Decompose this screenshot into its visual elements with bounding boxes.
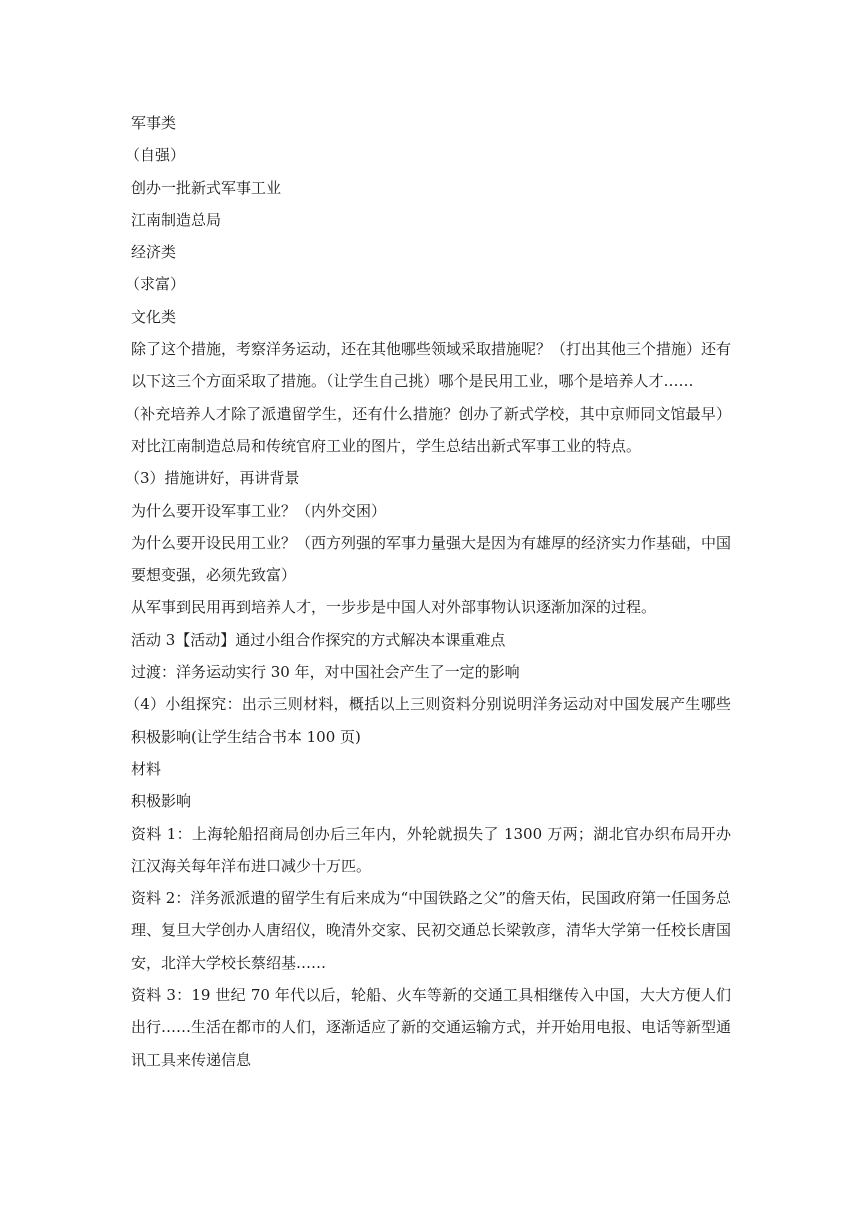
text-line: （4）小组探究：出示三则材料，概括以上三则资料分别说明洋务运动对中国发展产生哪些 xyxy=(125,695,731,714)
text-line: （求富） xyxy=(125,275,186,294)
text-line: 从军事到民用再到培养人才，一步步是中国人对外部事物认识逐渐加深的过程。 xyxy=(131,598,657,617)
text-line: 讯工具来传递信息 xyxy=(131,1050,252,1069)
text-line: 创办一批新式军事工业 xyxy=(131,178,282,197)
text-line: 出行……生活在都市的人们，逐渐适应了新的交通运输方式，并开始用电报、电话等新型通 xyxy=(131,1018,731,1037)
text-line: 军事类 xyxy=(131,114,177,132)
text-line: （补充培养人才除了派遣留学生，还有什么措施？创办了新式学校，其中京师同文馆最早） xyxy=(125,404,731,423)
document-page xyxy=(125,107,731,1076)
text-line: 安，北洋大学校长蔡绍基…… xyxy=(131,953,327,972)
text-line: 为什么要开设军事工业？（内外交困） xyxy=(131,501,387,520)
text-line: 江汉海关每年洋布进口减少十万匹。 xyxy=(131,856,372,875)
text-line: 江南制造总局 xyxy=(131,210,222,229)
text-line: 活动 3【活动】通过小组合作探究的方式解决本课重难点 xyxy=(131,630,506,649)
text-line: 积极影响(让学生结合书本 100 页) xyxy=(131,727,361,746)
text-line: （3）措施讲好，再讲背景 xyxy=(125,469,300,488)
text-line: 经济类 xyxy=(131,243,177,262)
text-line: 要想变强，必须先致富） xyxy=(131,566,297,585)
text-line: 以下这三个方面采取了措施。（让学生自己挑）哪个是民用工业，哪个是培养人才…… xyxy=(131,372,694,391)
text-line: 为什么要开设民用工业？（西方列强的军事力量强大是因为有雄厚的经济实力作基础，中国 xyxy=(131,533,731,552)
text-line: 除了这个措施，考察洋务运动，还在其他哪些领域采取措施呢？（打出其他三个措施）还有 xyxy=(131,340,731,359)
text-line: 材料 xyxy=(131,759,162,778)
text-line: 积极影响 xyxy=(131,792,192,811)
text-line: 资料 3：19 世纪 70 年代以后，轮船、火车等新的交通工具相继传入中国，大大方便人们 xyxy=(131,986,731,1005)
text-line: 文化类 xyxy=(131,307,177,326)
text-line: 资料 2：洋务派派遣的留学生有后来成为“中国铁路之父”的詹天佑，民国政府第一任国务总 xyxy=(131,889,731,908)
text-line: 对比江南制造总局和传统官府工业的图片，学生总结出新式军事工业的特点。 xyxy=(131,436,642,455)
text-line: 资料 1：上海轮船招商局创办后三年内，外轮就损失了 1300 万两；湖北官办织布局开办 xyxy=(131,824,731,843)
text-line: （自强） xyxy=(125,146,186,165)
text-line: 过渡：洋务运动实行 30 年，对中国社会产生了一定的影响 xyxy=(131,663,520,682)
text-line: 理、复旦大学创办人唐绍仪，晚清外交家、民初交通总长梁敦彦，清华大学第一任校长唐国 xyxy=(131,921,731,940)
